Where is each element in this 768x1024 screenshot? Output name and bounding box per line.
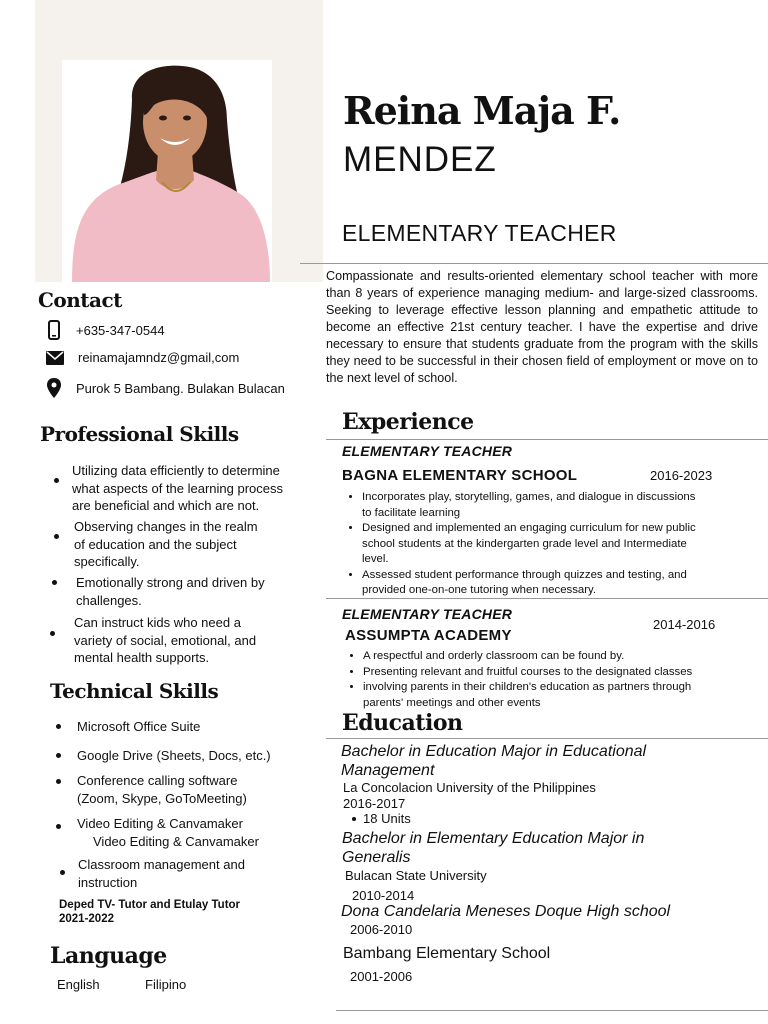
list-item-line: Can instruct kids who need a xyxy=(74,615,241,630)
bullet-dot xyxy=(56,724,61,729)
degree-line: Bachelor in Education Major in Educational xyxy=(341,743,647,760)
list-item-line: are beneficial and which are not. xyxy=(72,498,260,513)
job-bullets xyxy=(342,490,768,599)
job-role: ELEMENTARY TEACHER xyxy=(342,606,513,622)
list-item-line: Video Editing & Canvamaker xyxy=(93,833,259,849)
bullet-dot xyxy=(56,779,61,784)
header-divider xyxy=(300,263,768,264)
education-school: Bulacan State University xyxy=(345,868,487,883)
job-years: 2014-2016 xyxy=(653,617,716,632)
job-years: 2016-2023 xyxy=(650,468,713,483)
list-item-line: mental health supports. xyxy=(74,650,210,665)
list-item-line: to facilitate learning xyxy=(362,506,461,519)
list-item-line: (Zoom, Skype, GoToMeeting) xyxy=(77,790,247,806)
experience-divider xyxy=(326,598,768,599)
list-item xyxy=(77,772,247,807)
list-item-line: Classroom management and xyxy=(78,857,245,872)
bullet-dot xyxy=(52,580,57,585)
list-item-line: level. xyxy=(362,553,389,565)
list-item xyxy=(362,568,768,599)
job-title: ELEMENTARY TEACHER xyxy=(342,220,617,246)
bullet-dot xyxy=(50,631,55,636)
summary: Compassionate and results-oriented elementary school teacher with more than 8 years of experience managing medium- and large-sized classrooms. Seeking to leverage effective lesson planning and empathetic attitude to become an effective 21st century teacher. I have the expertise and drive necessary to ensure that students graduate from the program with the skills they need to be successful in their chosen field of employment or move on to the next level of school. xyxy=(326,269,758,385)
job-bullets xyxy=(343,649,768,711)
education-note: 18 Units xyxy=(363,811,411,826)
address: Purok 5 Bambang. Bulakan Bulacan xyxy=(76,380,285,396)
bullet-dot xyxy=(54,478,59,483)
education-degree xyxy=(341,902,670,921)
list-item xyxy=(77,747,271,765)
phone-icon xyxy=(46,320,62,340)
list-item-line: school students at the kindergarten grade level and Intermediate xyxy=(362,537,687,550)
list-item-line: involving parents in their children's education as partners through xyxy=(363,681,692,693)
education-years: 2006-2010 xyxy=(350,922,413,937)
list-item-line: Presenting relevant and fruitful courses to the designated classes xyxy=(363,665,693,678)
list-item-line: Google Drive (Sheets, Docs, etc.) xyxy=(77,748,271,763)
education-heading: Education xyxy=(342,710,463,736)
list-item-line: instruction xyxy=(78,874,138,890)
language-item: Filipino xyxy=(145,977,187,992)
tutor-note-line: 2021-2022 xyxy=(59,912,114,925)
bullet-dot xyxy=(352,817,356,821)
list-item-line: Designed and implemented an engaging curriculum for new public xyxy=(362,522,696,534)
list-item xyxy=(362,490,768,521)
list-item xyxy=(77,815,259,850)
contact-address xyxy=(46,378,285,398)
phone-number: +635-347-0544 xyxy=(76,322,165,338)
list-item-line: Microsoft Office Suite xyxy=(77,719,201,734)
list-item xyxy=(74,614,324,667)
job-school: BAGNA ELEMENTARY SCHOOL xyxy=(342,467,578,484)
list-item-line: Conference calling software xyxy=(77,773,238,788)
education-years: 2001-2006 xyxy=(350,969,413,984)
list-item-line: what aspects of the learning process xyxy=(72,480,284,496)
list-item-line: Emotionally strong and driven by xyxy=(76,575,265,590)
list-item-line: challenges. xyxy=(76,592,142,608)
list-item xyxy=(363,665,768,681)
technical-skills-heading: Technical Skills xyxy=(50,679,219,703)
list-item-line: variety of social, emotional, and xyxy=(74,632,257,648)
education-years: 2016-2017 xyxy=(343,796,406,811)
mail-icon xyxy=(46,351,64,365)
contact-email xyxy=(46,350,239,365)
experience-heading: Experience xyxy=(342,409,474,435)
education-degree xyxy=(341,742,646,780)
contact-heading: Contact xyxy=(38,288,122,312)
degree-line: Bambang Elementary School xyxy=(343,945,551,962)
list-item-line: Observing changes in the realm xyxy=(74,519,258,534)
language-heading: Language xyxy=(50,943,167,969)
tutor-note-line: Deped TV- Tutor and Etulay Tutor xyxy=(59,899,241,911)
bullet-dot xyxy=(56,753,61,758)
degree-line: Bachelor in Elementary Education Major in xyxy=(342,830,645,847)
contact-phone xyxy=(46,320,165,340)
list-item-line: Incorporates play, storytelling, games, and dialogue in discussions xyxy=(362,491,696,503)
name-first: Reina Maja F. xyxy=(343,88,621,133)
profile-photo xyxy=(62,60,272,282)
education-divider xyxy=(326,738,768,739)
degree-line: Management xyxy=(341,762,435,779)
list-item xyxy=(362,521,768,568)
education-degree xyxy=(342,829,644,867)
list-item xyxy=(78,856,245,891)
tutor-note xyxy=(59,899,240,926)
location-icon xyxy=(46,378,62,398)
bullet-dot xyxy=(60,870,65,875)
job-school: ASSUMPTA ACADEMY xyxy=(345,627,512,644)
education-years: 2010-2014 xyxy=(352,888,415,903)
email-address: reinamajamndz@gmail,com xyxy=(78,350,240,365)
list-item-line: Video Editing & Canvamaker xyxy=(77,816,243,831)
list-item-line: Utilizing data efficiently to determine xyxy=(72,463,280,478)
footer-divider xyxy=(336,1010,768,1011)
professional-skills-heading: Professional Skills xyxy=(40,422,239,446)
list-item-line: of education and the subject xyxy=(74,536,237,552)
education-school: La Concolacion University of the Philippines xyxy=(343,780,596,795)
degree-line: Dona Candelaria Meneses Doque High school xyxy=(341,903,671,920)
bullet-dot xyxy=(54,534,59,539)
list-item xyxy=(74,518,324,571)
bullet-dot xyxy=(56,824,61,829)
list-item xyxy=(72,462,322,515)
degree-line: Generalis xyxy=(342,849,411,866)
list-item-line: specifically. xyxy=(74,554,140,569)
job-role: ELEMENTARY TEACHER xyxy=(342,443,513,459)
list-item xyxy=(363,649,768,665)
education-degree xyxy=(343,945,550,963)
experience-divider xyxy=(326,439,768,440)
name-last: MENDEZ xyxy=(343,140,497,179)
list-item xyxy=(76,574,326,609)
list-item xyxy=(363,680,768,711)
language-item: English xyxy=(57,977,100,992)
list-item xyxy=(77,718,200,736)
list-item-line: provided one-on-one tutoring when necessary. xyxy=(362,584,597,596)
list-item-line: A respectful and orderly classroom can be found by. xyxy=(363,650,625,662)
list-item-line: parents' meetings and other events xyxy=(363,696,541,709)
list-item-line: Assessed student performance through quizzes and testing, and xyxy=(362,568,687,581)
